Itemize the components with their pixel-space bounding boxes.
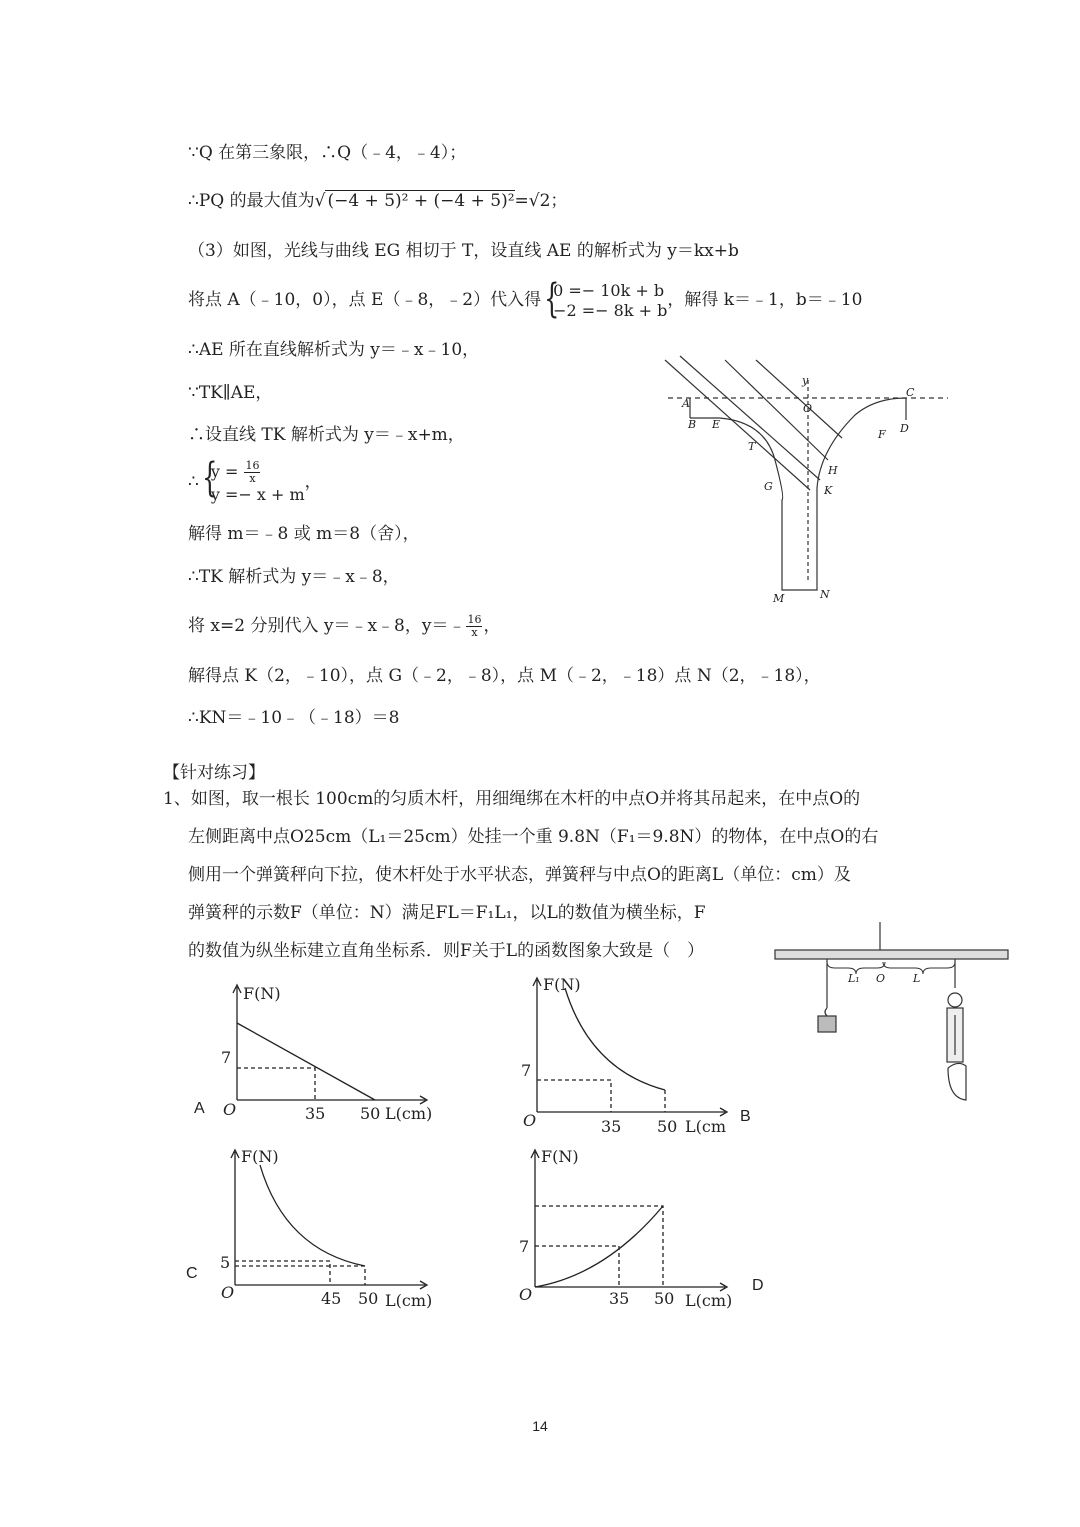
option-B-label: B (740, 1108, 751, 1125)
option-D-label: D (752, 1277, 764, 1294)
question-line-5: 的数值为纵坐标建立直角坐标系．则F关于L的函数图象大致是（ ） (188, 941, 705, 961)
graph-B-ylabel: F(N) (543, 975, 581, 994)
label-C: C (906, 386, 915, 399)
solution-line-12: 解得点 K（2，﹣10），点 G（﹣2，﹣8），点 M（﹣2，﹣18）点 N（2，﹣18）， (188, 666, 821, 686)
graph-D (515, 1140, 745, 1315)
graph-A-ylabel: F(N) (243, 984, 281, 1003)
graph-C-origin: O (221, 1283, 235, 1302)
solution-line-5: ∴AE 所在直线解析式为 y＝﹣x﹣10， (188, 340, 480, 360)
label-A: A (682, 397, 690, 410)
sqrt-expression: (−4 + 5)² + (−4 + 5)² (327, 191, 515, 211)
graph-B-xlabel: L(cm (685, 1117, 726, 1136)
label-H: H (828, 464, 838, 477)
equation-system-1 (541, 281, 667, 321)
equation-2: −2 =− 8k + b (553, 300, 668, 320)
graph-A-xtick-35: 35 (305, 1104, 326, 1123)
fraction-16-x-2: $\frac{16}{x}$ (467, 613, 482, 639)
solution-line-9: 解得 m＝﹣8 或 m＝8（舍）， (188, 524, 420, 544)
graph-C-ylabel: F(N) (241, 1147, 279, 1166)
label-y: y (802, 374, 809, 387)
solution-line-10: ∴TK 解析式为 y＝﹣x﹣8， (188, 567, 400, 587)
question-line-2: 左侧距离中点O25cm（L₁＝25cm）处挂一个重 9.8N（F₁＝9.8N）的物体，在中点O的右 (188, 827, 879, 847)
graph-C-xlabel: L(cm) (385, 1291, 433, 1310)
pq-max-label: ∴PQ 的最大值为 (188, 191, 315, 211)
option-A-label: A (194, 1100, 205, 1117)
graph-D-xtick-35: 35 (609, 1289, 630, 1308)
practice-heading: 【针对练习】 (163, 763, 265, 783)
graph-C-ytick-5: 5 (220, 1253, 231, 1272)
graph-B-origin: O (523, 1111, 537, 1130)
graph-B-ytick-7: 7 (521, 1061, 532, 1080)
graph-A (215, 975, 445, 1125)
therefore-sign: ∴ (188, 472, 199, 492)
label-G: G (764, 480, 773, 493)
label-O: O (803, 402, 813, 415)
graph-A-ytick-7: 7 (221, 1048, 232, 1067)
equation-4: y =− x + m (210, 485, 305, 504)
pq-max-result: =√2； (514, 191, 568, 211)
graph-D-ytick-7: 7 (519, 1237, 530, 1256)
graph-D-ylabel: F(N) (541, 1147, 579, 1166)
solve-result: ，解得 k＝﹣1，b＝﹣10 (667, 290, 863, 310)
graph-B-xtick-35: 35 (601, 1117, 622, 1136)
lever-figure (770, 920, 1015, 1125)
graph-C (215, 1140, 445, 1315)
label-F: F (878, 428, 886, 441)
fraction-16-x: $\frac{16}{x}$ (245, 459, 260, 485)
graph-A-origin: O (223, 1100, 237, 1119)
label-E: E (712, 418, 721, 431)
graph-B-xtick-50: 50 (657, 1117, 678, 1136)
question-line-3: 侧用一个弹簧秤向下拉，使木杆处于水平状态，弹簧秤与中点O的距离L（单位：cm）及 (188, 865, 851, 885)
solution-line-3: （3）如图，光线与曲线 EG 相切于 T，设直线 AE 的解析式为 y＝kx+b (188, 241, 739, 261)
option-C-label: C (186, 1265, 198, 1282)
label-B: B (688, 418, 697, 431)
solution-line-1: ∵Q 在第三象限，∴Q（﹣4，﹣4）； (188, 143, 467, 163)
lever-label-L: L (913, 972, 921, 985)
label-M: M (773, 592, 785, 605)
solution-line-8 (188, 458, 322, 506)
question-line-1: 1、如图，取一根长 100cm的匀质木杆，用细绳绑在木杆的中点O并将其吊起来，在中点O的 (163, 789, 861, 809)
solution-line-7: ∴设直线 TK 解析式为 y＝﹣x+m， (188, 425, 465, 445)
comma: ， (304, 472, 322, 492)
solution-line-6: ∵TK∥AE， (188, 383, 273, 403)
graph-A-xtick-50: 50 (360, 1104, 381, 1123)
solution-line-11: 将 x=2 分别代入 y＝﹣x﹣8，y＝﹣ $\frac{16}{x}$ ， (188, 613, 501, 639)
label-N: N (820, 588, 830, 601)
graph-D-origin: O (519, 1285, 533, 1304)
lever-label-L1: L₁ (848, 972, 860, 985)
graph-B (515, 970, 740, 1140)
lever-label-O: O (876, 972, 886, 985)
question-line-4: 弹簧秤的示数F（单位：N）满足FL＝F₁L₁，以L的数值为横坐标，F (188, 903, 706, 923)
equation-1: { 0 =− 10k + b (553, 280, 665, 300)
sqrt-sign: √ (314, 191, 326, 211)
substitute-text: 将点 A（﹣10，0），点 E（﹣8，﹣2）代入得 (188, 290, 542, 310)
label-K: K (824, 484, 833, 497)
graph-D-xlabel: L(cm) (685, 1291, 733, 1310)
equation-3: { y = $\frac{16}{x}$ (210, 459, 260, 485)
substitute-x2-text: 将 x=2 分别代入 y＝﹣x﹣8，y＝﹣ (188, 616, 466, 636)
label-D: D (900, 422, 909, 435)
solution-line-4 (188, 280, 862, 321)
equation-system-2 (199, 460, 305, 505)
label-T: T (748, 440, 756, 453)
pipe-figure (660, 350, 960, 610)
solution-line-2 (188, 190, 567, 212)
solution-line-13: ∴KN＝﹣10﹣（﹣18）＝8 (188, 708, 400, 728)
graph-A-xlabel: L(cm) (385, 1104, 433, 1123)
graph-C-xtick-50: 50 (358, 1289, 379, 1308)
graph-D-xtick-50: 50 (654, 1289, 675, 1308)
graph-C-xtick-45: 45 (321, 1289, 342, 1308)
page-number: 14 (532, 1418, 548, 1434)
